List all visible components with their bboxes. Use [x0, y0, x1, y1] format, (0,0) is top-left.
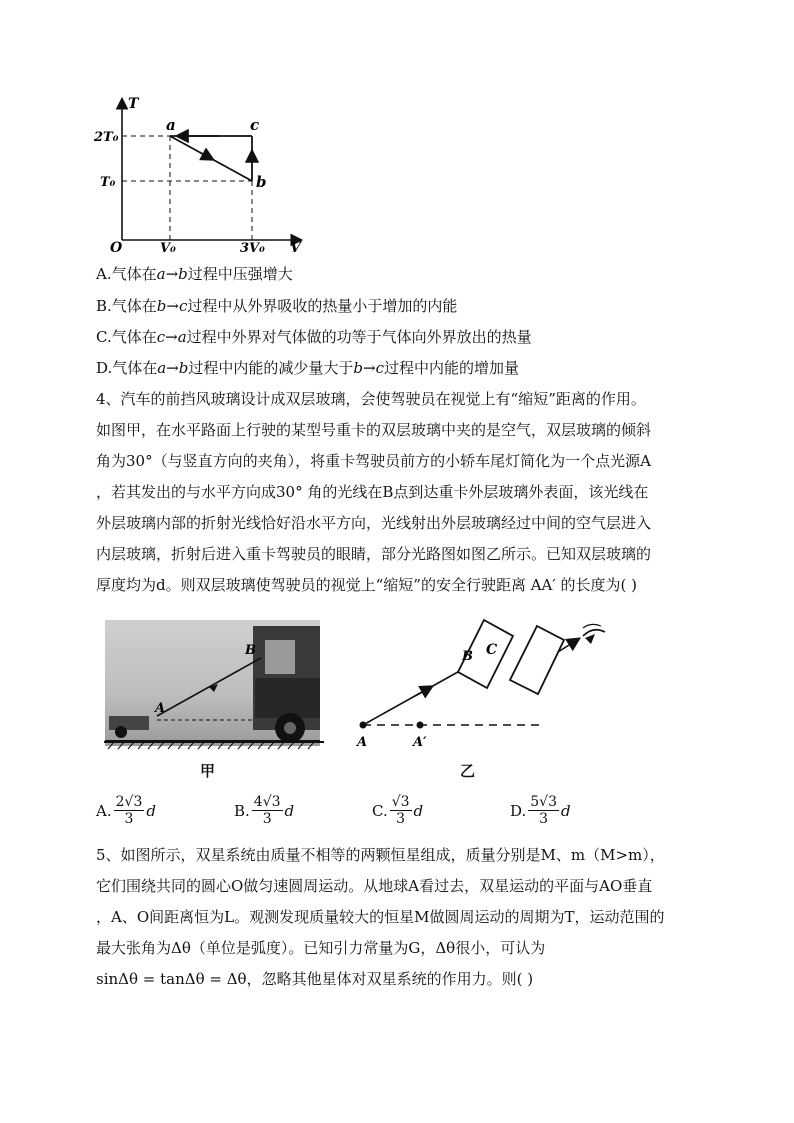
label-2t0: 2T₀ [94, 130, 119, 145]
ground-hatch [104, 741, 324, 749]
truck-scene [105, 620, 320, 746]
point-c: c [250, 116, 260, 134]
label-v0: V₀ [160, 241, 176, 256]
q3-option-b: B.气体在b→c过程中从外界吸收的热量小于增加的内能 [96, 297, 458, 315]
point-a: a [166, 116, 176, 134]
jia-label-a: A [155, 701, 166, 716]
figure-jia-photo [105, 620, 320, 746]
ray-ab [363, 668, 465, 725]
q4-stem: 4、汽车的前挡风玻璃设计成双层玻璃，会使驾驶员在视觉上有“缩短”距离的作用。 如图甲，在水平路面上行驶的某型号重卡的双层玻璃中夹的是空气，双层玻璃的倾斜 角为30°（与竖直方向的夹角），将重卡驾驶员前方的小轿车尾灯简化为一个点光源A ，若其发出的与水平方向成30° 角的光线在B点到达重卡外层玻璃外表面，该光线在 外层玻璃内部的折射光线恰好沿水平方向，光线射出外层玻璃经过中间的空气层进入 内层玻璃，折射后进入重卡驾驶员的眼睛，部分光路图如图乙所示。已知双层玻璃的 厚度均为d。则双层玻璃使驾驶员的视觉上“缩短”的安全行驶距离 AA′ 的长度为( ) [96, 390, 652, 594]
q3-option-c: C.气体在c→a过程中外界对气体做的功等于气体向外界放出的热量 [96, 328, 532, 346]
point-b: b [256, 173, 267, 191]
label-t0: T₀ [100, 175, 116, 190]
tv-graph [94, 92, 310, 256]
label-origin: O [110, 240, 123, 256]
jia-label-b: B [245, 643, 256, 658]
label-v: V [290, 240, 301, 256]
yi-label-a: A [357, 735, 368, 750]
label-3v0: 3V₀ [240, 241, 265, 256]
q4-option-a: A. $\frac{2√3}{3}$ d [96, 794, 156, 827]
eye-icon [583, 624, 605, 644]
figure-yi-diagram [345, 612, 615, 752]
q4-option-d: D. $\frac{5√3}{3}$ d [510, 794, 571, 827]
q4-option-c: C. $\frac{√3}{3}$ d [372, 794, 424, 827]
yi-label-a-prime: A′ [413, 735, 427, 750]
inner-glass [510, 626, 564, 694]
point-a-prime [417, 722, 424, 729]
caption-yi: 乙 [460, 762, 476, 780]
q3-option-a: A.气体在a→b过程中压强增大 [96, 265, 293, 283]
q4-option-b: B. $\frac{4√3}{3}$ d [234, 794, 295, 827]
label-t: T [128, 96, 139, 112]
yi-label-b: B [462, 649, 473, 664]
q3-option-d: D.气体在a→b过程中内能的减少量大于b→c过程中内能的增加量 [96, 359, 520, 377]
yi-label-c: C [486, 642, 498, 658]
q5-stem: 5、如图所示，双星系统由质量不相等的两颗恒星组成，质量分别是M、m（M>m）， 它们围绕共同的圆心O做匀速圆周运动。从地球A看过去，双星运动的平面与AO垂直 ，A、O间距离恒为L。观测发现质量较大的恒星M做圆周运动的周期为T，运动范围的 最大张角为Δθ（单位是弧度）。已知引力常量为G，Δθ很小，可认为 sinΔθ = tanΔθ = Δθ，忽略其他星体对双星系统的作用力。则( ) [96, 846, 665, 988]
caption-jia: 甲 [200, 762, 216, 780]
